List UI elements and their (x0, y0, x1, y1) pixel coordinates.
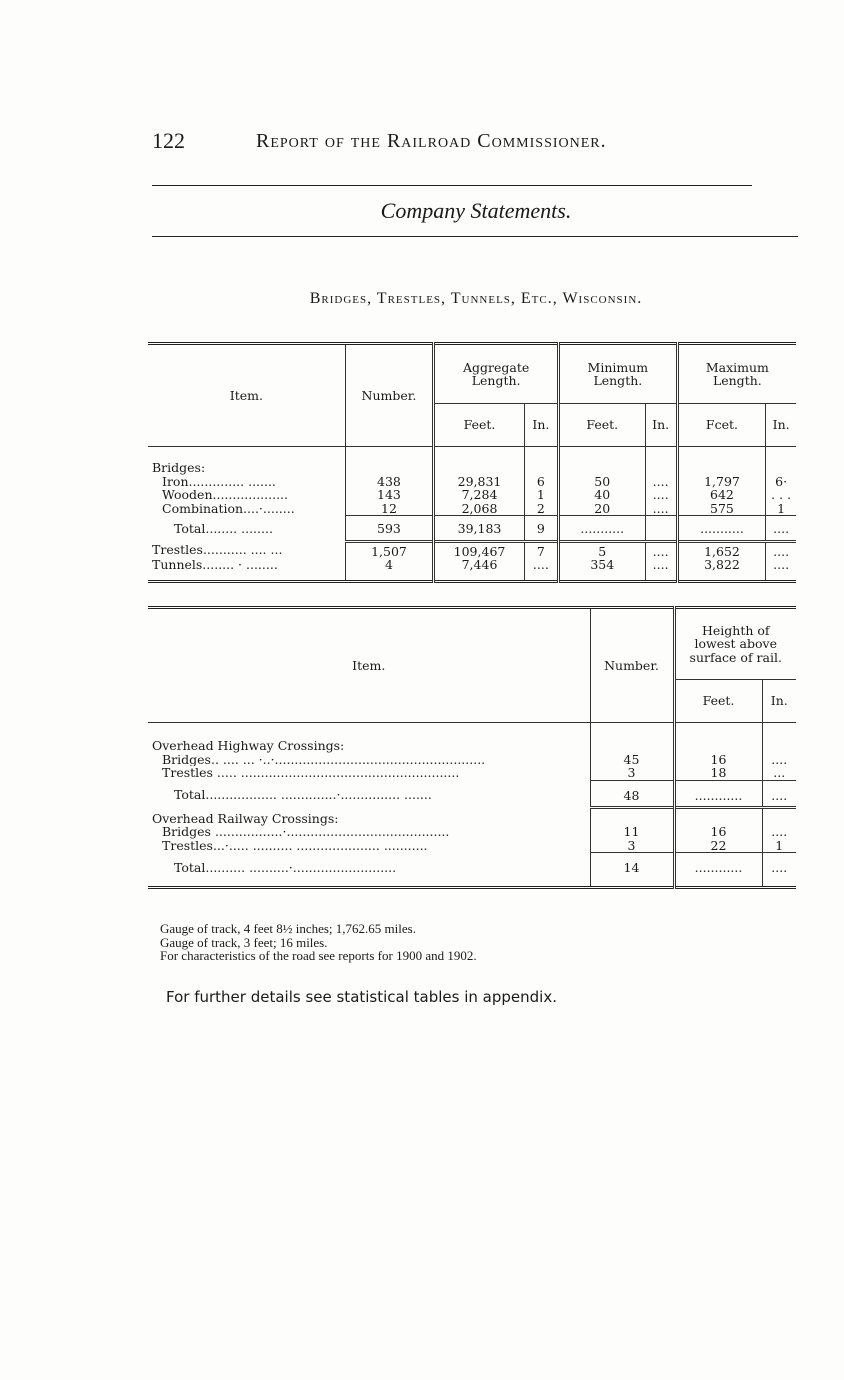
footnote: Gauge of track, 3 feet; 16 miles. (160, 934, 328, 950)
height-in-header: In. (762, 680, 796, 723)
col-header-height: Heighth of lowest above surface of rail. (674, 608, 796, 680)
page-header (152, 128, 752, 164)
bridges-table (148, 342, 796, 583)
table-row: Trestles...·..... .......... ..................... ........... 3 22 1 (148, 839, 796, 853)
railway-group-label: Overhead Railway Crossings: (152, 810, 339, 826)
closing-note: For further details see statistical tables in appendix. (166, 988, 557, 1006)
table-row: Iron.............. ....... 438 29,831 6 50 .... 1,797 6· (148, 475, 796, 489)
total-row: Total.......... ..........·.......................... 14 ............ .... (148, 853, 796, 888)
table-row: Trestles........... .... ... 1,507 109,467 7 5 .... 1,652 .... (148, 541, 796, 558)
section-title: Company Statements. (380, 198, 572, 223)
height-feet-header: Feet. (674, 680, 762, 723)
agg-feet-header: Feet. (434, 404, 525, 447)
section-rule (152, 236, 798, 237)
agg-in-header: In. (524, 404, 558, 447)
col-header-number: Number. (345, 344, 434, 447)
table-row: Bridges .................·......................................... 11 16 .... (148, 825, 796, 839)
bridges-group-label: Bridges: (152, 460, 206, 475)
col-header-number: Number. (590, 608, 674, 723)
table-row: Bridges.. .... ... ·..·..................................................... 45 16 .... (148, 753, 796, 767)
col-header-item: Item. (148, 344, 345, 447)
table-row: Wooden................... 143 7,284 1 40 .... 642 . . . (148, 488, 796, 502)
col-header-maximum: Maximum Length. (677, 344, 796, 404)
col-header-item: Item. (148, 608, 590, 723)
max-in-header: In. (766, 404, 796, 447)
col-header-aggregate: Aggregate Length. (434, 344, 559, 404)
min-feet-header: Feet. (558, 404, 645, 447)
header-rule (152, 185, 752, 186)
crossings-table (148, 606, 796, 889)
page-number: 122 (152, 128, 185, 153)
table-title: Bridges, Trestles, Tunnels, Etc., Wisconsin. (309, 290, 643, 307)
footnote: For characteristics of the road see reports for 1900 and 1902. (160, 948, 477, 963)
running-title: Report of the Railroad Commissioner. (256, 130, 607, 152)
min-in-header: In. (645, 404, 677, 447)
table-row: Tunnels........ · ........ 4 7,446 .... 354 .... 3,822 .... (148, 558, 796, 581)
footnote: Gauge of track, 4 feet 8½ inches; 1,762.65 miles. (160, 921, 416, 936)
footnotes (160, 922, 800, 963)
highway-group-label: Overhead Highway Crossings: (152, 738, 345, 753)
table-row: Combination....·........ 12 2,068 2 20 .... 575 1 (148, 502, 796, 516)
table-row: Trestles ..... ....................................................... 3 18 ... (148, 766, 796, 780)
total-row: Total........ ........ 593 39,183 9 ........... ........... .... (148, 516, 796, 542)
max-feet-header: Fcet. (677, 404, 766, 447)
col-header-minimum: Minimum Length. (558, 344, 677, 404)
total-row: Total.................. ..............·............... ....... 48 ............ .... (148, 780, 796, 808)
